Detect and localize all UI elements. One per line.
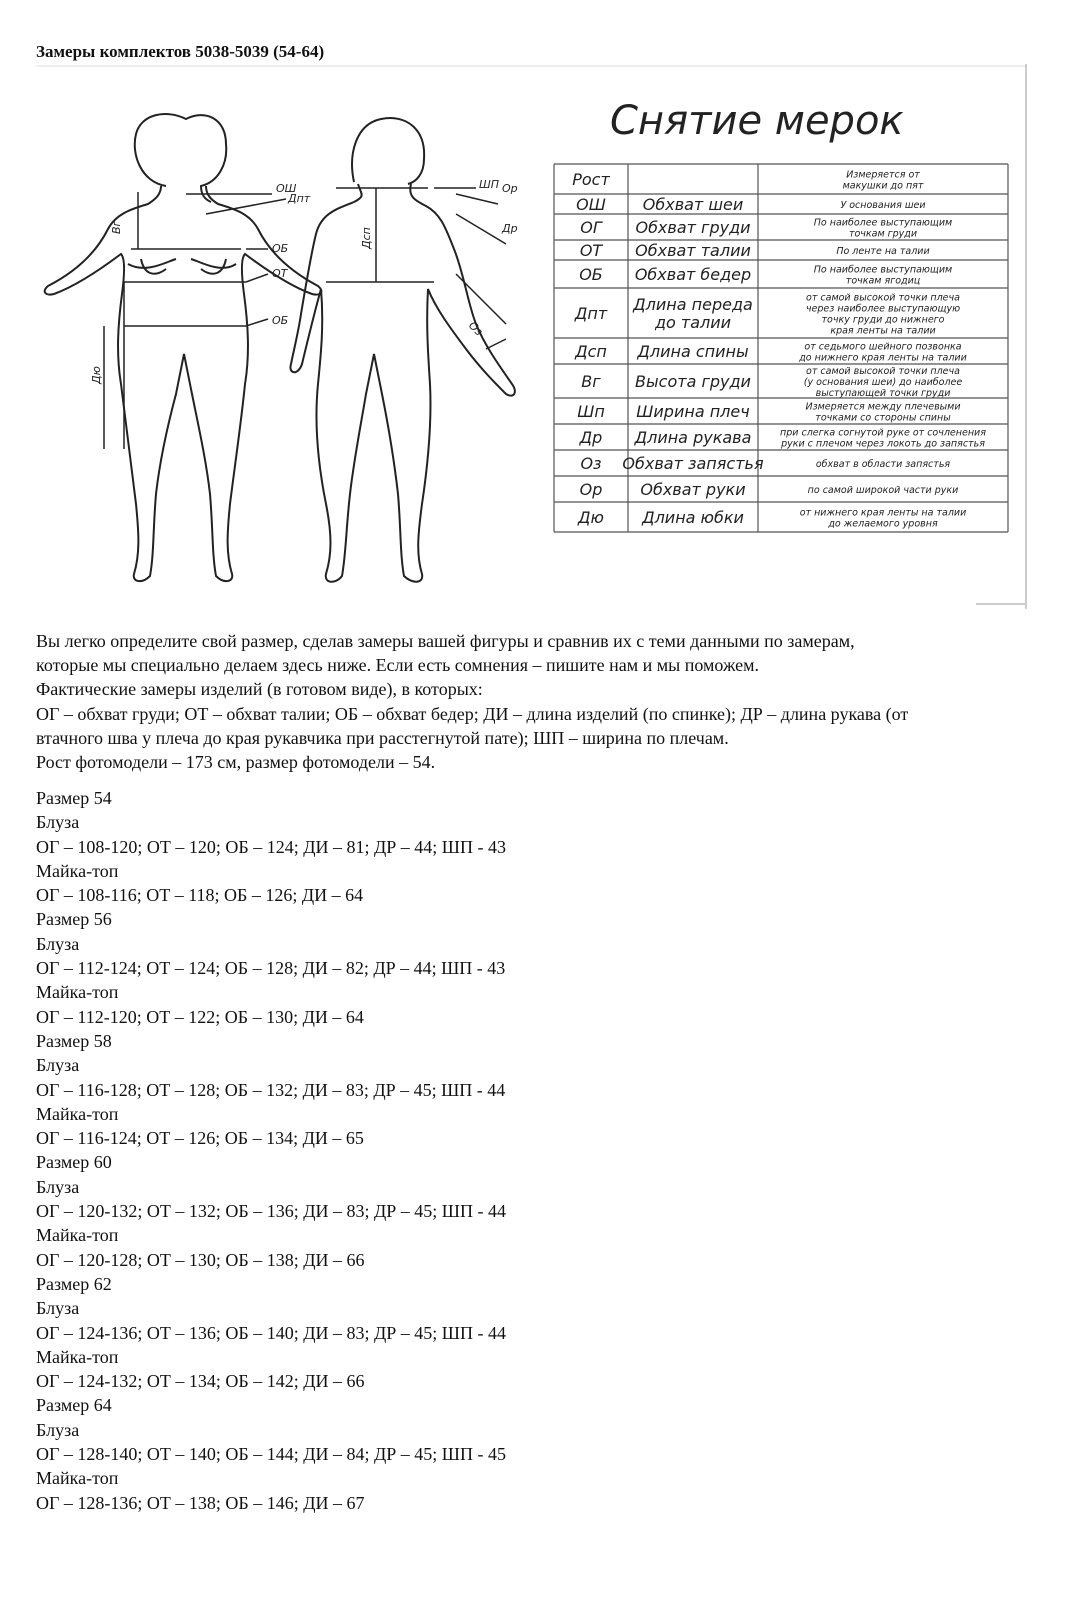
row-desc: через наиболее выступающую xyxy=(805,303,961,315)
row-desc: По ленте на талии xyxy=(836,246,930,257)
intro-text xyxy=(36,629,1046,774)
table-row xyxy=(554,366,1008,399)
table-row xyxy=(554,241,1008,260)
intro-line: Рост фотомодели – 173 см, размер фотомодели – 54. xyxy=(36,752,436,773)
intro-line: ОГ – обхват груди; ОТ – обхват талии; ОБ – обхват бедер; ДИ – длина изделий (по спинке); ДР – длина рукава (от xyxy=(36,703,909,724)
size-heading: Размер 58 xyxy=(36,1030,112,1051)
row-desc: от самой высокой точки плеча xyxy=(806,292,960,304)
item-label: Майка-топ xyxy=(36,860,119,881)
row-desc: от самой высокой точки плеча xyxy=(806,366,960,377)
item-measurements: ОГ – 124-136; ОТ – 136; ОБ – 140; ДИ – 83; ДР – 45; ШП - 44 xyxy=(36,1322,506,1343)
row-name: Обхват запястья xyxy=(622,454,764,473)
row-code: Рост xyxy=(572,170,610,189)
row-desc: точками со стороны спины xyxy=(815,412,951,424)
row-code: Др xyxy=(579,428,603,447)
row-desc: По наиболее выступающим xyxy=(813,264,953,276)
row-desc: макушки до пят xyxy=(842,180,924,192)
row-name: Длина юбки xyxy=(642,508,744,527)
table-row xyxy=(554,428,1008,451)
item-measurements: ОГ – 112-120; ОТ – 122; ОБ – 130; ДИ – 64 xyxy=(36,1006,364,1027)
label-oz: Оз xyxy=(465,318,486,339)
measurement-illustration xyxy=(36,64,1054,626)
row-name: Высота груди xyxy=(635,372,751,391)
intro-line: Фактические замеры изделий (в готовом виде), в которых: xyxy=(36,679,483,700)
item-label: Блуза xyxy=(36,1176,80,1197)
table-row xyxy=(554,508,1008,533)
row-desc: при слегка согнутой руке от сочленения xyxy=(780,427,986,439)
label-vg: Вг xyxy=(110,220,123,234)
row-name: Ширина плеч xyxy=(636,402,750,421)
item-measurements: ОГ – 124-132; ОТ – 134; ОБ – 142; ДИ – 66 xyxy=(36,1371,365,1392)
item-label: Блуза xyxy=(36,1055,80,1076)
row-desc: от седьмого шейного позвонка xyxy=(804,341,962,353)
row-name: Обхват груди xyxy=(635,218,751,237)
label-ot: ОТ xyxy=(272,267,288,280)
row-code: Ор xyxy=(579,480,603,499)
row-desc: до нижнего края ленты на талии xyxy=(799,352,967,364)
row-desc: У основания шеи xyxy=(840,200,926,211)
table-row xyxy=(554,342,1008,365)
item-measurements: ОГ – 108-116; ОТ – 118; ОБ – 126; ДИ – 64 xyxy=(36,885,364,906)
table-row xyxy=(554,265,1008,289)
item-measurements: ОГ – 112-124; ОТ – 124; ОБ – 128; ДИ – 82; ДР – 44; ШП - 43 xyxy=(36,958,506,979)
row-desc: от нижнего края ленты на талии xyxy=(799,507,967,519)
row-desc: выступающей точки груди xyxy=(815,388,951,399)
row-code: ОТ xyxy=(579,241,603,260)
table-row xyxy=(554,170,1008,195)
row-name: до талии xyxy=(654,313,732,332)
table-row xyxy=(554,480,1008,502)
item-label: Блуза xyxy=(36,812,80,833)
row-name: Обхват бедер xyxy=(634,265,752,284)
page-title: Замеры комплектов 5038-5039 (54-64) xyxy=(36,42,325,61)
row-code: Оз xyxy=(580,454,602,473)
intro-line: которые мы специально делаем здесь ниже. Если есть сомнения – пишите нам и мы поможем. xyxy=(36,655,760,676)
row-code: ОБ xyxy=(579,265,603,284)
label-osh: ОШ xyxy=(276,182,297,195)
item-measurements: ОГ – 108-120; ОТ – 120; ОБ – 124; ДИ – 81; ДР – 44; ШП - 43 xyxy=(36,836,506,857)
table-row xyxy=(554,454,1008,476)
item-label: Блуза xyxy=(36,933,80,954)
row-desc: по самой широкой части руки xyxy=(807,485,959,496)
item-measurements: ОГ – 120-128; ОТ – 130; ОБ – 138; ДИ – 66 xyxy=(36,1249,365,1270)
item-measurements: ОГ – 116-124; ОТ – 126; ОБ – 134; ДИ – 65 xyxy=(36,1128,364,1149)
row-name: Длина спины xyxy=(637,342,749,361)
row-desc: точкам ягодиц xyxy=(845,275,921,287)
item-measurements: ОГ – 120-132; ОТ – 132; ОБ – 136; ДИ – 83; ДР – 45; ШП - 44 xyxy=(36,1201,506,1222)
table-row xyxy=(554,218,1008,241)
label-or: Ор xyxy=(502,182,518,195)
row-code: ОГ xyxy=(580,218,602,237)
row-name: Длина рукава xyxy=(634,428,752,447)
back-labels xyxy=(360,178,518,338)
item-label: Блуза xyxy=(36,1298,80,1319)
table-row xyxy=(554,293,1008,339)
row-name: Длина переда xyxy=(633,295,753,314)
row-desc: точкам груди xyxy=(848,228,918,240)
intro-line: втачного шва у плеча до края рукавчика при расстегнутой пате); ШП – ширина по плечам. xyxy=(36,727,729,748)
item-measurements: ОГ – 128-140; ОТ – 140; ОБ – 144; ДИ – 84; ДР – 45; ШП - 45 xyxy=(36,1444,506,1465)
size-list xyxy=(36,786,736,1515)
label-ob1: ОБ xyxy=(272,242,289,255)
item-label: Майка-топ xyxy=(36,982,119,1003)
label-dyu: Дю xyxy=(90,366,103,384)
row-desc: края ленты на талии xyxy=(830,325,936,337)
size-heading: Размер 54 xyxy=(36,788,112,808)
row-desc: (у основания шеи) до наиболее xyxy=(803,377,963,388)
row-desc: точку груди до нижнего xyxy=(821,314,945,326)
label-dsp: Дсп xyxy=(360,227,373,249)
size-heading: Размер 60 xyxy=(36,1152,112,1173)
row-name: Обхват шеи xyxy=(642,195,744,214)
row-desc: Измеряется от xyxy=(846,169,920,181)
item-label: Блуза xyxy=(36,1419,80,1440)
table-row xyxy=(554,195,1008,214)
row-code: Дпт xyxy=(574,304,608,323)
row-code: Вг xyxy=(581,372,601,391)
label-dpt: Дпт xyxy=(288,192,311,205)
row-name: Обхват руки xyxy=(640,480,746,499)
intro-line: Вы легко определите свой размер, сделав замеры вашей фигуры и сравнив их с теми данными по замерам, xyxy=(36,631,855,651)
item-measurements: ОГ – 116-128; ОТ – 128; ОБ – 132; ДИ – 83; ДР – 45; ШП - 44 xyxy=(36,1079,506,1100)
measurements-table xyxy=(554,164,1008,532)
row-code: ОШ xyxy=(576,195,606,214)
label-shp: ШП xyxy=(479,178,500,191)
row-code: Дю xyxy=(578,508,604,527)
row-desc: Измеряется между плечевыми xyxy=(805,401,961,413)
row-desc: до желаемого уровня xyxy=(828,518,938,530)
measurement-svg xyxy=(36,64,1054,626)
item-label: Майка-топ xyxy=(36,1103,119,1124)
row-desc: обхват в области запястья xyxy=(815,459,951,470)
figure-heading: Снятие мерок xyxy=(610,98,904,144)
label-dr: Др xyxy=(502,222,518,235)
item-label: Майка-топ xyxy=(36,1225,119,1246)
row-desc: руки с плечом через локоть до запястья xyxy=(781,438,985,450)
item-measurements: ОГ – 128-136; ОТ – 138; ОБ – 146; ДИ – 67 xyxy=(36,1492,365,1513)
item-label: Майка-топ xyxy=(36,1346,119,1367)
table-row xyxy=(554,402,1008,425)
label-ob2: ОБ xyxy=(272,314,289,327)
item-label: Майка-топ xyxy=(36,1468,119,1489)
size-heading: Размер 56 xyxy=(36,909,112,930)
row-code: Дсп xyxy=(575,342,607,361)
size-heading: Размер 62 xyxy=(36,1273,112,1294)
size-heading: Размер 64 xyxy=(36,1395,112,1416)
row-desc: По наиболее выступающим xyxy=(813,217,953,229)
row-code: Шп xyxy=(577,402,605,421)
row-name: Обхват талии xyxy=(635,241,751,260)
